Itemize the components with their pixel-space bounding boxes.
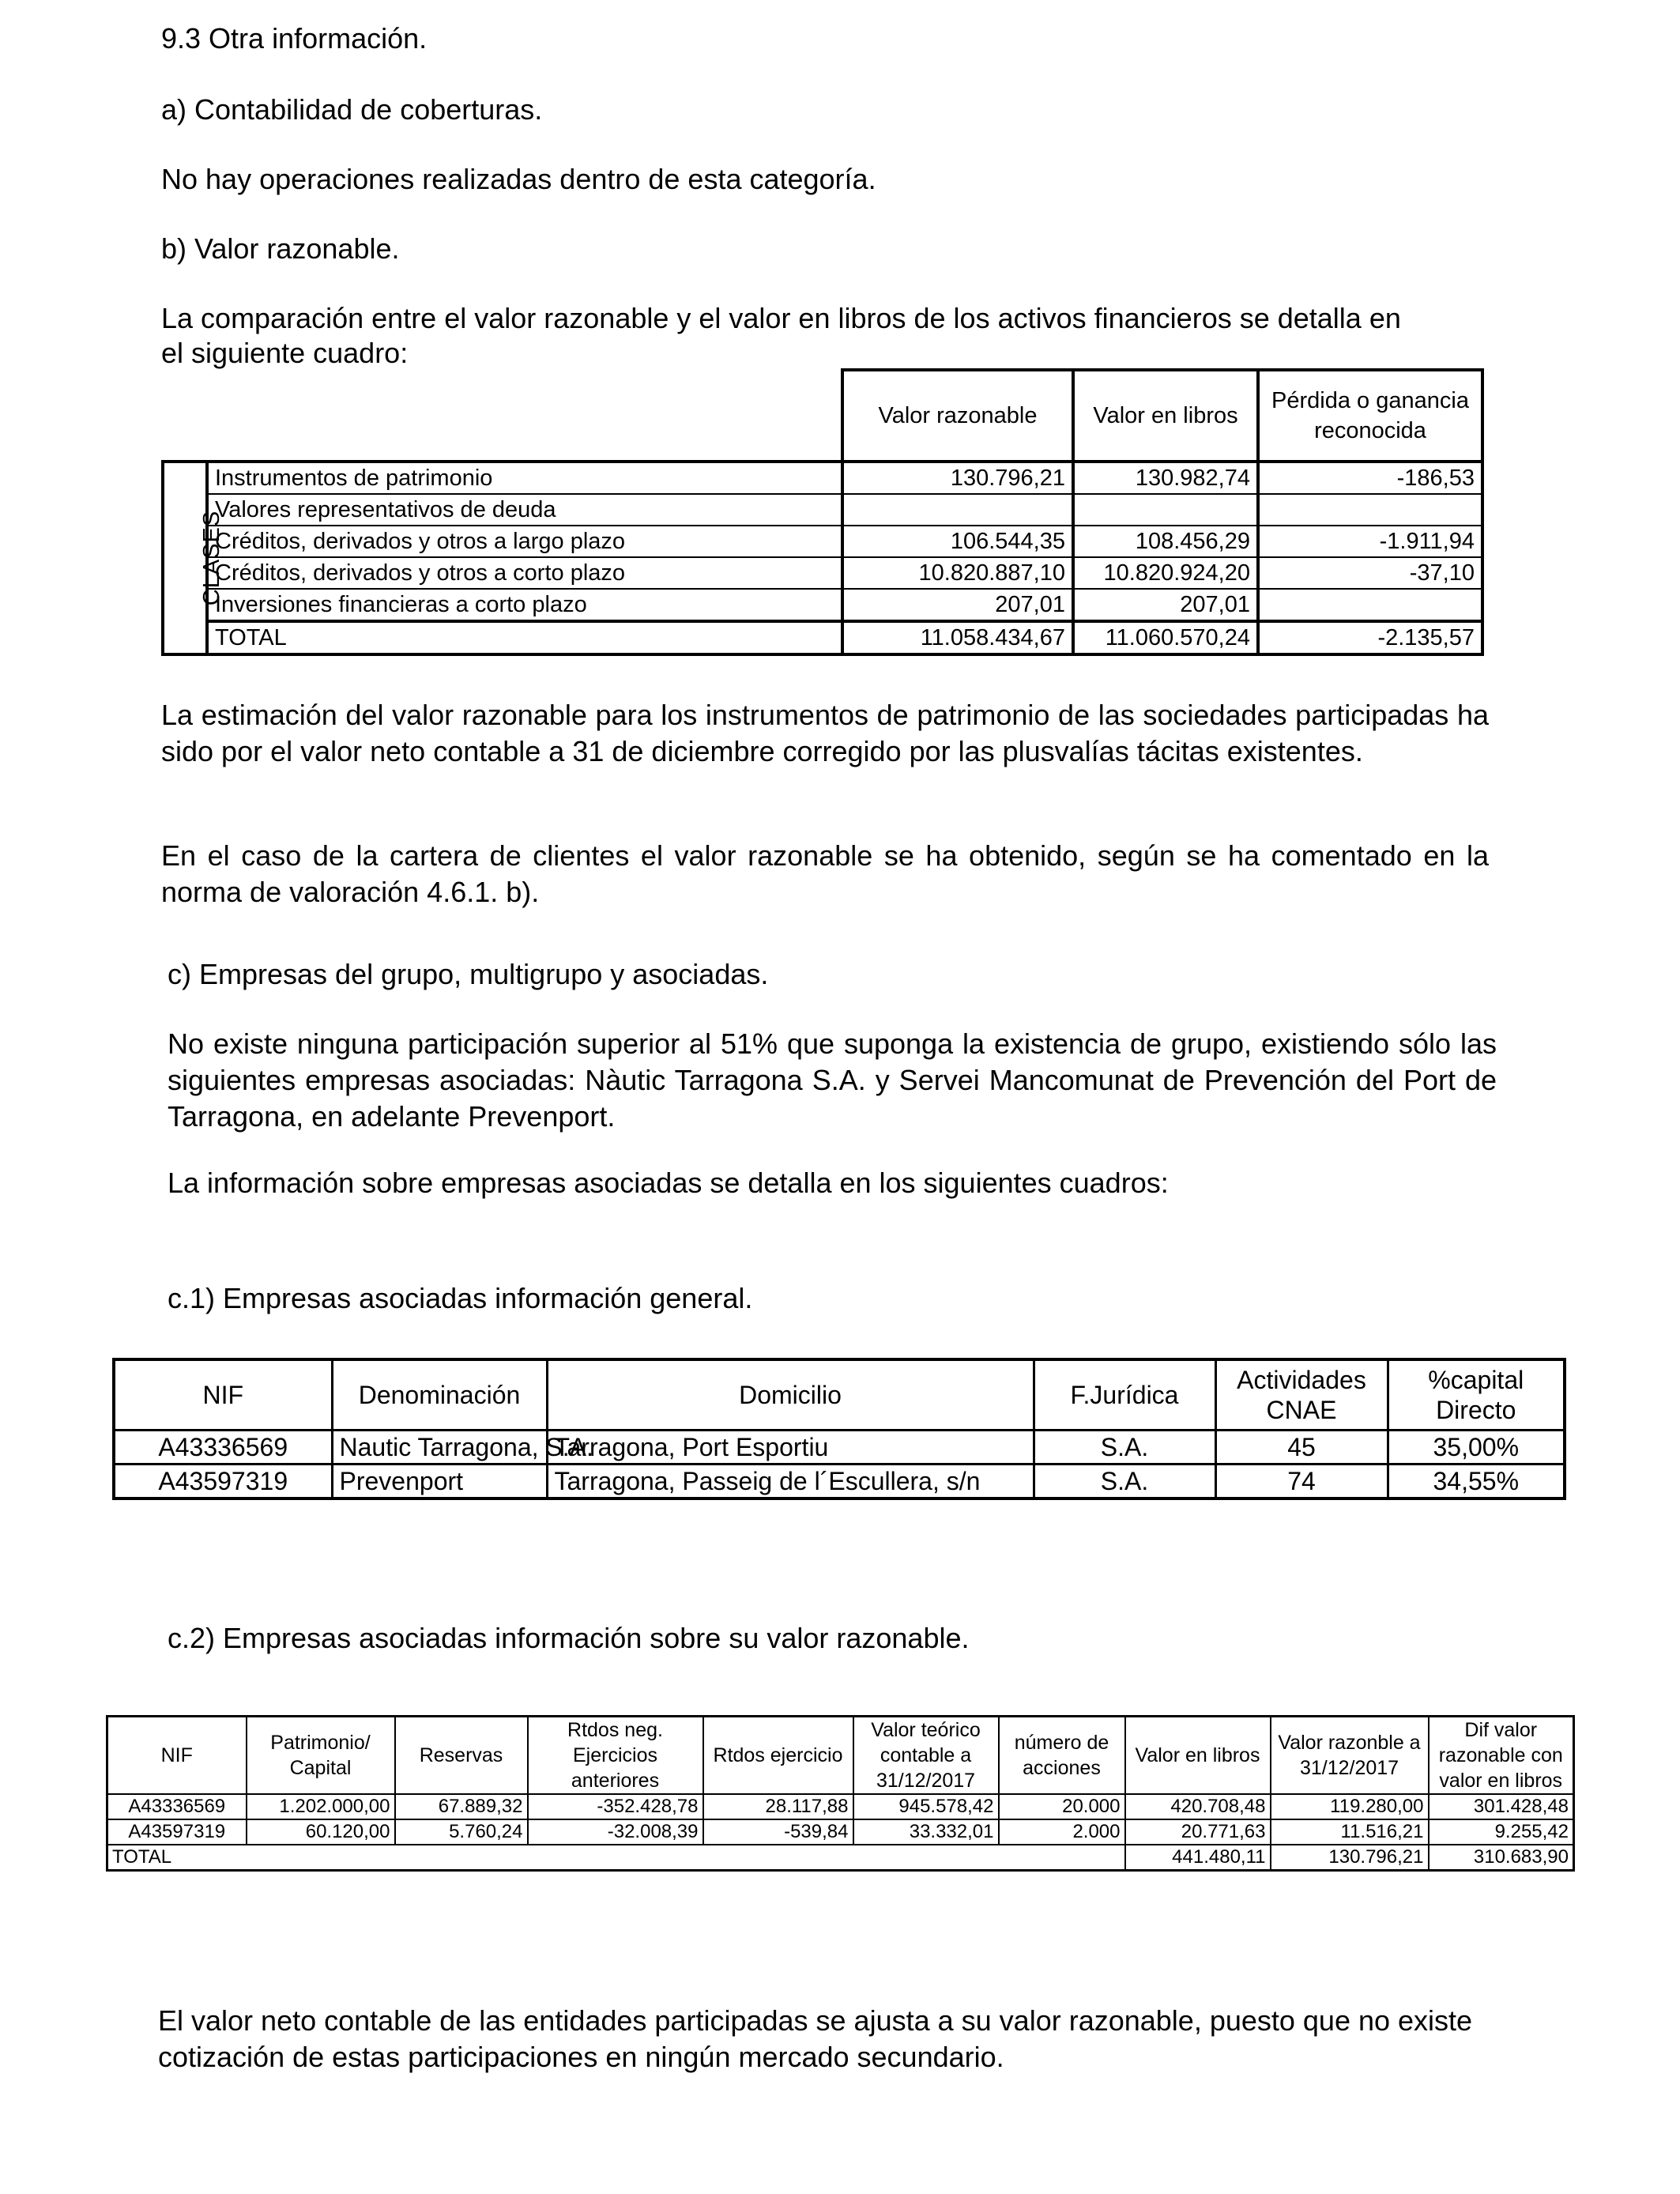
header-valor-teorico: Valor teórico contable a 31/12/2017	[853, 1717, 999, 1795]
cell-value: 60.120,00	[247, 1819, 395, 1845]
header-perdida-ganancia: Pérdida o ganancia reconocida	[1258, 370, 1482, 462]
header-nif: NIF	[114, 1359, 332, 1431]
subsection-b-intro-line1: La comparación entre el valor razonable y el valor en libros de los activos financieros se detalla en	[161, 302, 1401, 334]
section-title: 9.3 Otra información.	[161, 22, 428, 55]
header-capital-directo: %capital Directo	[1388, 1359, 1565, 1431]
cell-value: 2.000	[999, 1819, 1125, 1845]
paragraph-tables-intro: La información sobre empresas asociadas se detalla en los siguientes cuadros:	[168, 1167, 1169, 1199]
paragraph-associated-companies: No existe ninguna participación superior al 51% que suponga la existencia de grupo, existiendo sólo las siguientes empresas asociadas: Nàutic Tarragona S.A. y Servei Mancomunat de Prevención del Port de Tarragona, en adelante Prevenport.	[168, 1027, 1497, 1133]
cell-capital: 35,00%	[1388, 1431, 1565, 1465]
header-denominacion: Denominación	[332, 1359, 547, 1431]
cell-value: 108.456,29	[1073, 526, 1258, 557]
total-label: TOTAL	[207, 621, 842, 654]
cell-value	[1258, 589, 1482, 621]
header-valor-razonable: Valor razonable	[842, 370, 1073, 462]
cell-cnae: 74	[1215, 1465, 1388, 1499]
cell-value: 119.280,00	[1271, 1794, 1429, 1819]
paragraph-client-portfolio: En el caso de la cartera de clientes el valor razonable se ha obtenido, según se ha comentado en la norma de valoración 4.6.1. b).	[161, 839, 1489, 908]
header-numero-acciones: número de acciones	[999, 1717, 1125, 1795]
cell-value	[842, 494, 1073, 526]
cell-value: -37,10	[1258, 557, 1482, 589]
table-row	[163, 526, 1482, 557]
cell-denominacion: Prevenport	[332, 1465, 547, 1499]
total-value: 11.060.570,24	[1073, 621, 1258, 654]
subsection-a-text: No hay operaciones realizadas dentro de esta categoría.	[161, 163, 876, 195]
cell-nif: A43336569	[107, 1794, 247, 1819]
cell-value: 5.760,24	[395, 1819, 528, 1845]
cell-value: 20.000	[999, 1794, 1125, 1819]
table-row	[114, 1431, 1565, 1465]
header-valor-razonable: Valor razonble a 31/12/2017	[1271, 1717, 1429, 1795]
cell-value: 207,01	[1073, 589, 1258, 621]
cell-value	[1258, 494, 1482, 526]
header-forma-juridica: F.Jurídica	[1034, 1359, 1215, 1431]
cell-value: -539,84	[703, 1819, 853, 1845]
cell-nif: A43597319	[107, 1819, 247, 1845]
cell-value: 28.117,88	[703, 1794, 853, 1819]
total-value: 11.058.434,67	[842, 621, 1073, 654]
header-actividades-cnae: Actividades CNAE	[1215, 1359, 1388, 1431]
row-label: Instrumentos de patrimonio	[207, 462, 842, 494]
cell-value: 67.889,32	[395, 1794, 528, 1819]
cell-forma-juridica: S.A.	[1034, 1465, 1215, 1499]
subsection-a-title: a) Contabilidad de coberturas.	[161, 93, 543, 126]
table-row	[107, 1794, 1574, 1819]
cell-value: -32.008,39	[528, 1819, 703, 1845]
row-label: Valores representativos de deuda	[207, 494, 842, 526]
cell-value: -1.911,94	[1258, 526, 1482, 557]
cell-value	[1073, 494, 1258, 526]
header-rtdos-neg: Rtdos neg. Ejercicios anteriores	[528, 1717, 703, 1795]
cell-nif: A43336569	[114, 1431, 332, 1465]
table-header-row	[114, 1359, 1565, 1431]
cell-domicilio: Tarragona, Port Esportiu	[547, 1431, 1034, 1465]
cell-forma-juridica: S.A.	[1034, 1431, 1215, 1465]
cell-value: 130.796,21	[842, 462, 1073, 494]
clases-side-label: CLASES	[163, 462, 207, 654]
closing-paragraph: El valor neto contable de las entidades participadas se ajusta a su valor razonable, puesto que no existe cotización de estas participaciones en ningún mercado secundario.	[158, 2004, 1473, 2073]
cell-value: 420.708,48	[1125, 1794, 1271, 1819]
header-dif-valor: Dif valor razonable con valor en libros	[1429, 1717, 1574, 1795]
header-rtdos-ejercicio: Rtdos ejercicio	[703, 1717, 853, 1795]
cell-value: -352.428,78	[528, 1794, 703, 1819]
cell-value: 301.428,48	[1429, 1794, 1574, 1819]
row-label: Créditos, derivados y otros a largo plazo	[207, 526, 842, 557]
subsection-b-title: b) Valor razonable.	[161, 232, 400, 265]
cell-value: 1.202.000,00	[247, 1794, 395, 1819]
subsection-c-title: c) Empresas del grupo, multigrupo y asociadas.	[168, 958, 769, 990]
cell-denominacion: Nautic Tarragona, S.A.	[332, 1431, 547, 1465]
cell-value: 20.771,63	[1125, 1819, 1271, 1845]
header-valor-libros: Valor en libros	[1125, 1717, 1271, 1795]
table-header-row	[163, 370, 1482, 462]
cell-value: -186,53	[1258, 462, 1482, 494]
cell-domicilio: Tarragona, Passeig de l´Escullera, s/n	[547, 1465, 1034, 1499]
cell-nif: A43597319	[114, 1465, 332, 1499]
header-domicilio: Domicilio	[547, 1359, 1034, 1431]
row-label: Inversiones financieras a corto plazo	[207, 589, 842, 621]
paragraph-valuation-estimate: La estimación del valor razonable para los instrumentos de patrimonio de las sociedades participadas ha sido por el valor neto contable a 31 de diciembre corregido por las plusvalías tácitas existentes.	[161, 699, 1489, 767]
cell-value: 207,01	[842, 589, 1073, 621]
total-value: 310.683,90	[1429, 1845, 1574, 1871]
total-value: 130.796,21	[1271, 1845, 1429, 1871]
cell-capital: 34,55%	[1388, 1465, 1565, 1499]
table-row	[163, 557, 1482, 589]
cell-cnae: 45	[1215, 1431, 1388, 1465]
cell-value: 945.578,42	[853, 1794, 999, 1819]
fair-value-comparison-table	[161, 368, 1484, 656]
row-label: Créditos, derivados y otros a corto plazo	[207, 557, 842, 589]
associated-companies-fair-value-table	[106, 1715, 1575, 1872]
cell-value: 10.820.924,20	[1073, 557, 1258, 589]
cell-value: 10.820.887,10	[842, 557, 1073, 589]
cell-value: 9.255,42	[1429, 1819, 1574, 1845]
table-row	[163, 494, 1482, 526]
table-row	[163, 462, 1482, 494]
table-row	[163, 589, 1482, 621]
table-row	[107, 1819, 1574, 1845]
table-total-row	[163, 621, 1482, 654]
subsection-b-intro-line2: el siguiente cuadro:	[161, 337, 409, 369]
total-value: 441.480,11	[1125, 1845, 1271, 1871]
header-valor-libros: Valor en libros	[1073, 370, 1258, 462]
cell-value: 11.516,21	[1271, 1819, 1429, 1845]
total-label: TOTAL	[107, 1845, 1125, 1871]
cell-value: 33.332,01	[853, 1819, 999, 1845]
header-reservas: Reservas	[395, 1717, 528, 1795]
header-nif: NIF	[107, 1717, 247, 1795]
associated-companies-general-table	[112, 1358, 1566, 1500]
cell-value: 106.544,35	[842, 526, 1073, 557]
table-total-row	[107, 1845, 1574, 1871]
table-header-row	[107, 1717, 1574, 1795]
header-patrimonio: Patrimonio/ Capital	[247, 1717, 395, 1795]
total-value: -2.135,57	[1258, 621, 1482, 654]
subsection-c1-title: c.1) Empresas asociadas información general.	[168, 1282, 753, 1314]
cell-value: 130.982,74	[1073, 462, 1258, 494]
table-row	[114, 1465, 1565, 1499]
subsection-c2-title: c.2) Empresas asociadas información sobre su valor razonable.	[168, 1622, 970, 1654]
